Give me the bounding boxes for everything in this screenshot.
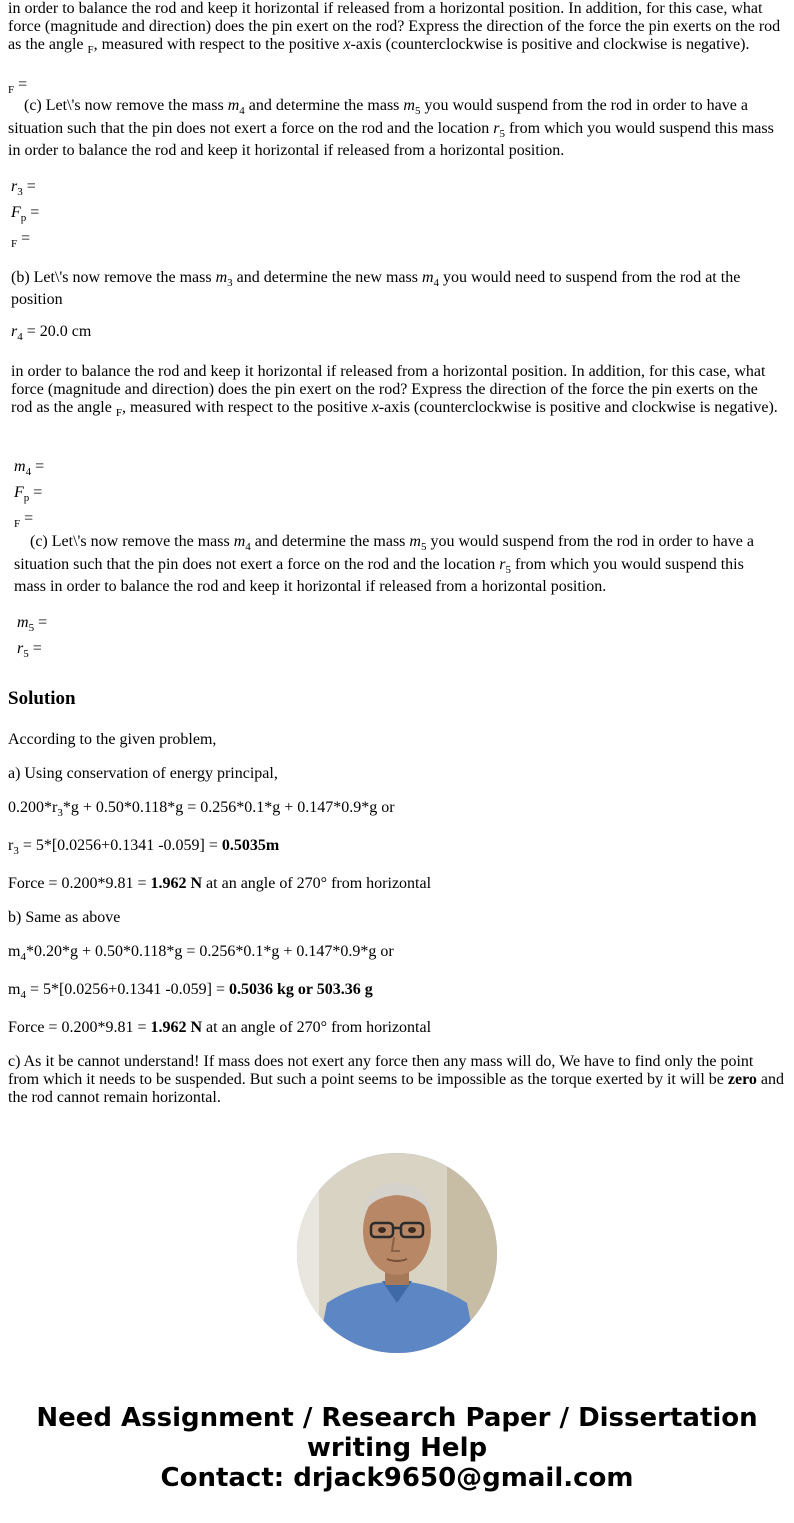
m4-answer: $m_4$ = [14,458,45,478]
top-paragraph: in order to balance the rod and keep it horizontal if released from a horizontal position. In addition, for this case, what force (magnitude and direction) does the pin exert on the rod? Express the direction of the force the pin exerts on the rod as the angle $_F$, measured with respect to the positive x-axis (counterclockwise is positive and clockwise is negative). [8,0,781,56]
solution-a-line: a) Using conservation of energy principal, [8,765,278,782]
thetaf-answer: $_F$ = [11,230,31,250]
author-avatar [297,1153,497,1353]
r5-answer: $r_5$ = [17,640,42,660]
footer-line-2: writing Help [306,1433,488,1463]
footer-banner [0,1403,794,1493]
force-line-2: Force = 0.200*9.81 = 1.962 N at an angle of 270° from horizontal [8,1019,432,1036]
part-c2-question: (c) Let\'s now remove the mass $m_4$ and determine the mass $m_5$ you would suspend from the rod in order to have a situation such that the pin does not exert a force on the rod and the location $r_5$ from which you would suspend this mass in order to balance the rod and keep it horizontal if released from a horizontal position. [14,533,754,595]
solution-c-paragraph: c) As it be cannot understand! If mass does not exert any force then any mass will do, We have to find only the point from which it needs to be suspended. But such a point seems to be impossible as the torque exerted by it will be zero and the rod cannot remain horizontal. [8,1053,784,1106]
answers-group-1 [11,178,39,248]
answers-group-3 [17,614,47,658]
answers-group-2 [14,458,44,528]
part-c-question: (c) Let\'s now remove the mass $m_4$ and determine the mass $m_5$ you would suspend from the rod in order to have a situation such that the pin does not exert a force on the rod and the location $r_5$ from which you would suspend this mass in order to balance the rod and keep it horizontal if released from a horizontal position. [8,97,774,159]
r4-value: $r_4 = 20.0$ cm [11,323,92,343]
equation-1: $0.200*r_3*g + 0.50*0.118*g = 0.256*0.1*g + 0.147*0.9*g$ or [8,799,395,819]
part-b-intro: (b) Let\'s now remove the mass $m_3$ and determine the new mass $m_4$ you would need to suspend from the rod at the position [11,269,741,308]
fp-answer: $F_p$ = [11,204,40,224]
footer-contact: Contact: drjack9650@gmail.com [160,1463,634,1493]
theta-answer-line: $_F$ = [8,76,28,96]
force-line-1: Force = 0.200*9.81 = 1.962 N at an angle of 270° from horizontal [8,875,432,892]
solution-intro: According to the given problem, [8,731,217,748]
footer-line-1: Need Assignment / Research Paper / Dissertation [36,1403,758,1433]
solution-heading: Solution [8,688,76,709]
equation-2: $r_3 = 5*[0.0256+0.1341$ -0.059] = 0.5035m [8,837,280,857]
equation-4: $m_4 = 5*[0.0256+0.1341$ -0.059] = 0.5036 kg or 503.36 g [8,981,373,1001]
fp-answer-2: $F_p$ = [14,484,43,504]
solution-b-line: b) Same as above [8,909,121,926]
m5-answer: $m_5$ = [17,614,48,634]
portrait-image [297,1153,497,1353]
part-b-question [11,267,761,311]
thetaf-answer-2: $_F$ = [14,510,34,530]
equation-3: $m_4*0.20*g + 0.50*0.118*g = 0.256*0.1*g + 0.147*0.9*g$ or [8,943,394,963]
part-b-continuation: in order to balance the rod and keep it horizontal if released from a horizontal position. In addition, for this case, what force (magnitude and direction) does the pin exert on the rod? Express the direction of the force the pin exerts on the rod as the angle $_F$, measured with respect to the positive x-axis (counterclockwise is positive and clockwise is negative). [11,363,778,419]
r3-answer: $r_3$ = [11,178,36,198]
